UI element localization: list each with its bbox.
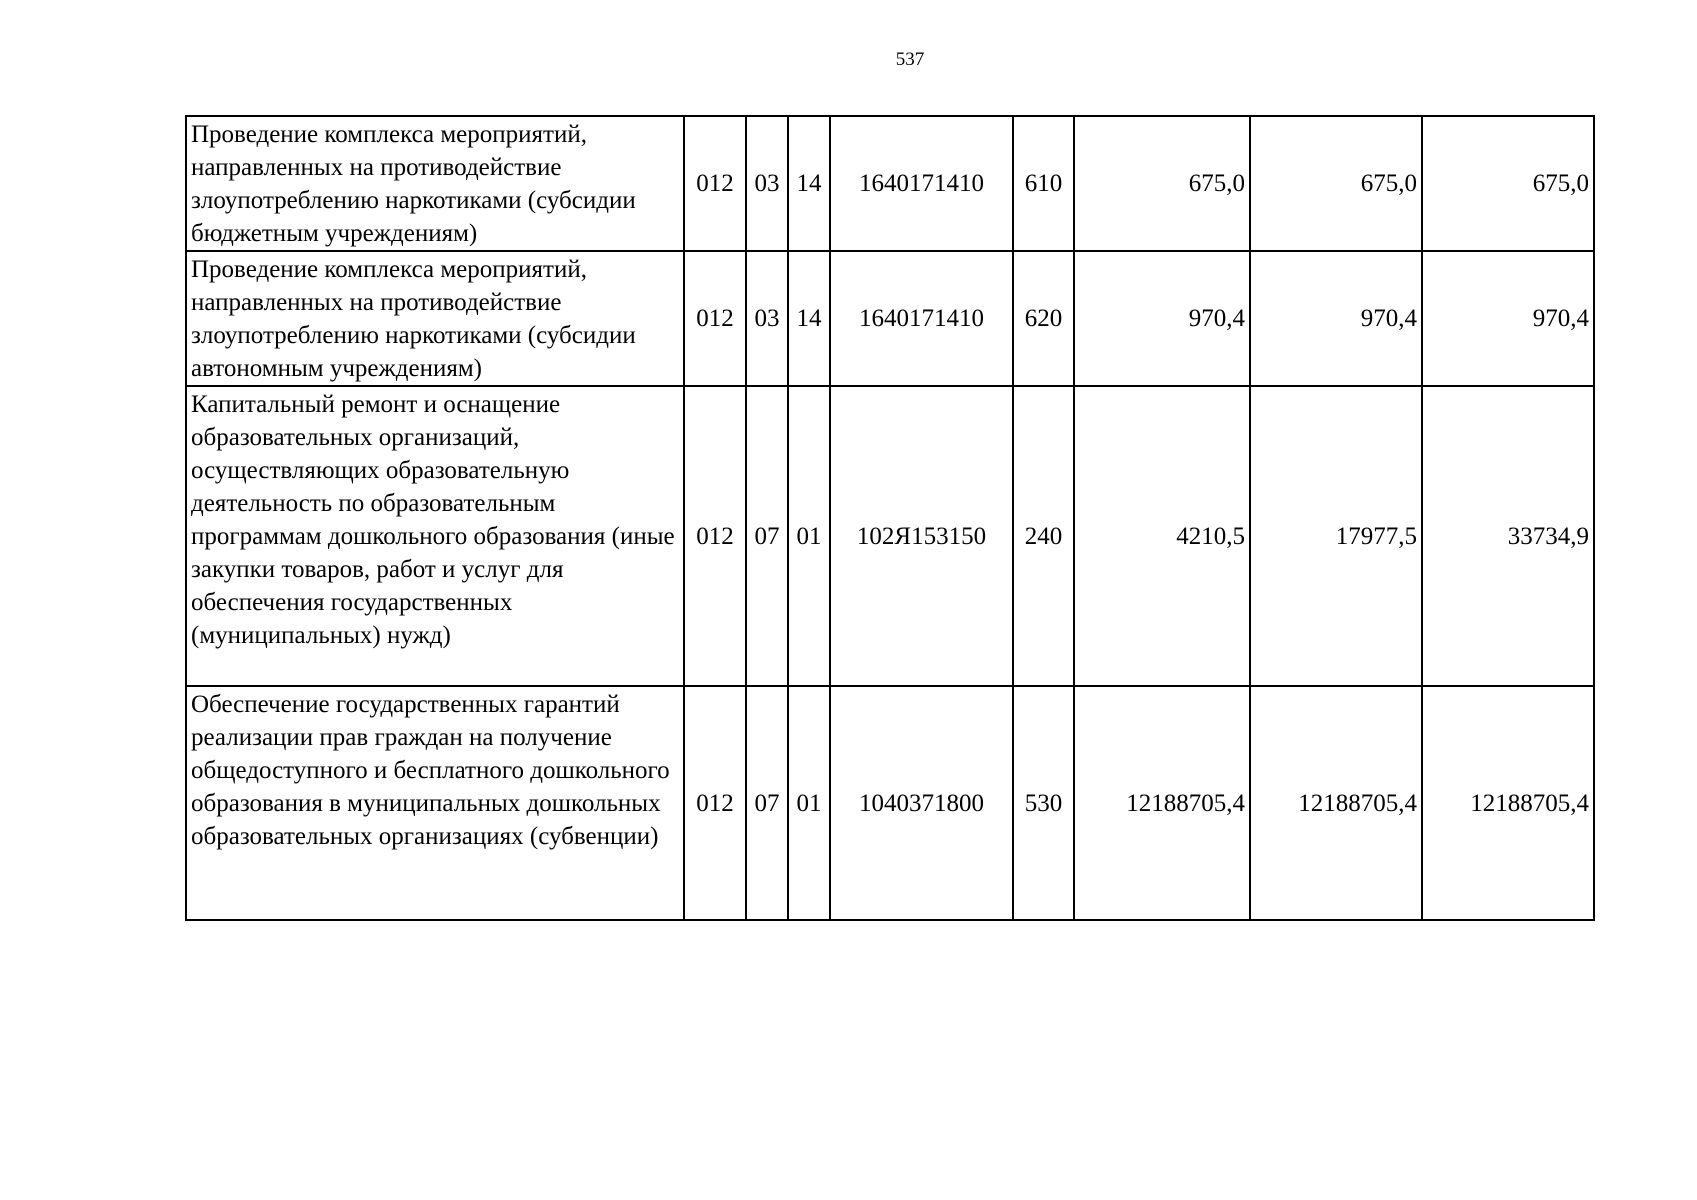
amount-2: 12188705,4 <box>1250 686 1422 920</box>
amount-3: 675,0 <box>1422 116 1594 251</box>
amount-3: 970,4 <box>1422 251 1594 386</box>
ministry-code: 012 <box>684 686 746 920</box>
table-row <box>186 686 1594 920</box>
row-description: Обеспечение государственных гарантий реализации прав граждан на получение общедоступного и бесплатного дошкольного образования в муниципальных дошкольных образовательных организациях (субвенции) <box>186 686 684 920</box>
amount-1: 4210,5 <box>1074 386 1250 686</box>
row-description: Проведение комплекса мероприятий, направленных на противодействие злоупотреблению наркотиками (субсидии автономным учреждениям) <box>186 251 684 386</box>
row-description: Проведение комплекса мероприятий, направленных на противодействие злоупотреблению наркотиками (субсидии бюджетным учреждениям) <box>186 116 684 251</box>
subsection-code: 14 <box>788 251 830 386</box>
amount-3: 33734,9 <box>1422 386 1594 686</box>
section-code: 07 <box>746 386 788 686</box>
ministry-code: 012 <box>684 251 746 386</box>
subsection-code: 01 <box>788 686 830 920</box>
section-code: 03 <box>746 116 788 251</box>
ministry-code: 012 <box>684 386 746 686</box>
amount-2: 970,4 <box>1250 251 1422 386</box>
amount-3: 12188705,4 <box>1422 686 1594 920</box>
target-article-code: 1640171410 <box>830 116 1013 251</box>
expense-type-code: 610 <box>1013 116 1074 251</box>
subsection-code: 01 <box>788 386 830 686</box>
expense-type-code: 530 <box>1013 686 1074 920</box>
budget-table <box>185 115 1595 921</box>
expense-type-code: 620 <box>1013 251 1074 386</box>
target-article-code: 102Я153150 <box>830 386 1013 686</box>
subsection-code: 14 <box>788 116 830 251</box>
expense-type-code: 240 <box>1013 386 1074 686</box>
target-article-code: 1640171410 <box>830 251 1013 386</box>
table-row <box>186 386 1594 686</box>
page-number: 537 <box>895 49 925 70</box>
section-code: 03 <box>746 251 788 386</box>
table-row <box>186 251 1594 386</box>
ministry-code: 012 <box>684 116 746 251</box>
target-article-code: 1040371800 <box>830 686 1013 920</box>
row-description: Капитальный ремонт и оснащение образовательных организаций, осуществляющих образовательную деятельность по образовательным программам дошкольного образования (иные закупки товаров, работ и услуг для обеспечения государственных (муниципальных) нужд) <box>186 386 684 686</box>
table-row <box>186 116 1594 251</box>
amount-1: 970,4 <box>1074 251 1250 386</box>
amount-2: 17977,5 <box>1250 386 1422 686</box>
amount-1: 12188705,4 <box>1074 686 1250 920</box>
amount-2: 675,0 <box>1250 116 1422 251</box>
section-code: 07 <box>746 686 788 920</box>
amount-1: 675,0 <box>1074 116 1250 251</box>
